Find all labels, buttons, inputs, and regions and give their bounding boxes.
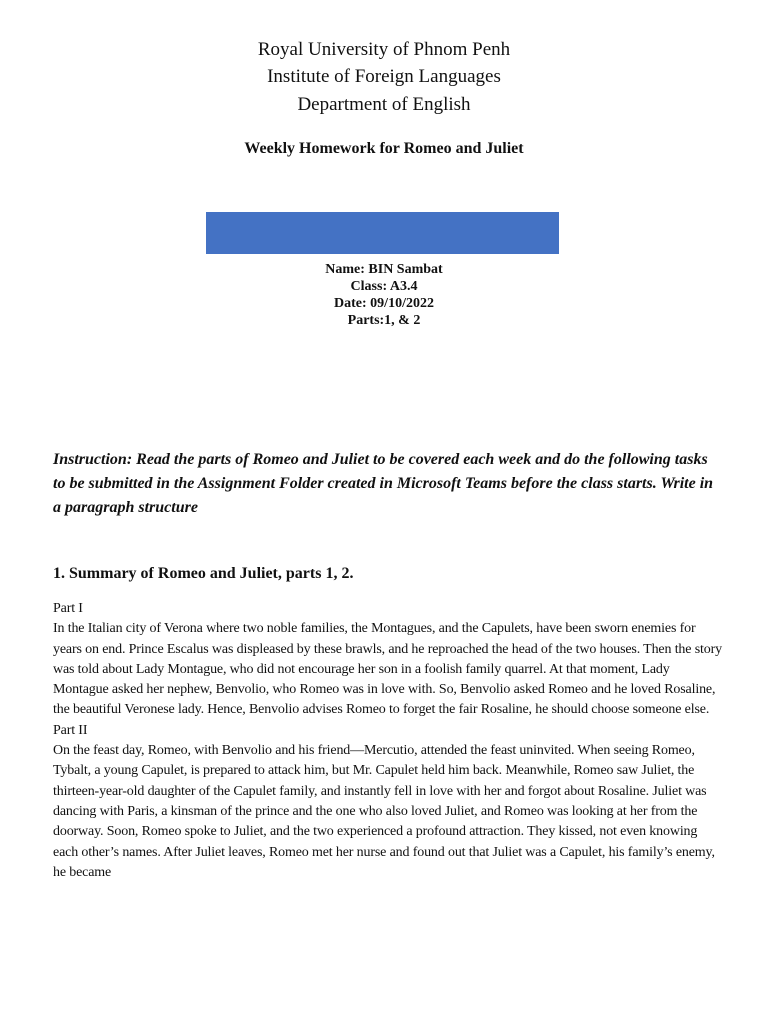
- part2-paragraph: On the feast day, Romeo, with Benvolio and his friend—Mercutio, attended the feast uninvited. When seeing Romeo, Tybalt, a young Capulet, is prepared to attack him, but Mr. Capulet held him back. Meanwhile, Romeo saw Juliet, the thirteen-year-old daughter of the Capulet family, and instantly fell in love with her and forgot about Rosaline. Juliet was dancing with Paris, a kinsman of the prince and the one who also loved Juliet, and Romeo was looking at her from the doorway. Soon, Romeo spoke to Juliet, and the two experienced a profound attraction. They kissed, not even knowing each other’s names. After Juliet leaves, Romeo met her nurse and found out that Juliet was a Capulet, his family’s enemy, he became: [53, 743, 715, 880]
- part1-label: Part I: [53, 601, 83, 616]
- instruction-text: Instruction: Read the parts of Romeo and Juliet to be covered each week and do the following tasks to be submitted in the Assignment Folder created in Microsoft Teams before the class starts. Write in a paragraph structure: [53, 451, 714, 516]
- submission-date: Date: 09/10/2022: [334, 296, 434, 311]
- student-class: Class: A3.4: [350, 279, 418, 294]
- parts-covered: Parts:1, & 2: [347, 313, 421, 328]
- student-name: Name: BIN Sambat: [325, 262, 443, 277]
- part2-label: Part II: [53, 722, 88, 738]
- section-heading: 1. Summary of Romeo and Juliet, parts 1, 2.: [53, 565, 354, 582]
- department-name: Department of English: [297, 94, 471, 115]
- summary-body: [53, 599, 725, 883]
- student-info: [0, 261, 768, 329]
- blue-banner: [206, 212, 559, 254]
- homework-title: Weekly Homework for Romeo and Juliet: [244, 140, 524, 157]
- institute-name: Institute of Foreign Languages: [267, 66, 501, 87]
- part1-paragraph: In the Italian city of Verona where two noble families, the Montagues, and the Capulets, have been sworn enemies for years on end. Prince Escalus was displeased by these brawls, and he reproached the head of the two houses. Then the story was told about Lady Montague, who did not encourage her son in a foolish family quarrel. At that moment, Lady Montague asked her nephew, Benvolio, who Romeo was in love with. So, Benvolio asked Romeo and he loved Rosaline, the beautiful Veronese lady. Hence, Benvolio advises Romeo to forget the fair Rosaline, he should choose someone else.: [53, 621, 722, 718]
- university-name: Royal University of Phnom Penh: [257, 39, 511, 60]
